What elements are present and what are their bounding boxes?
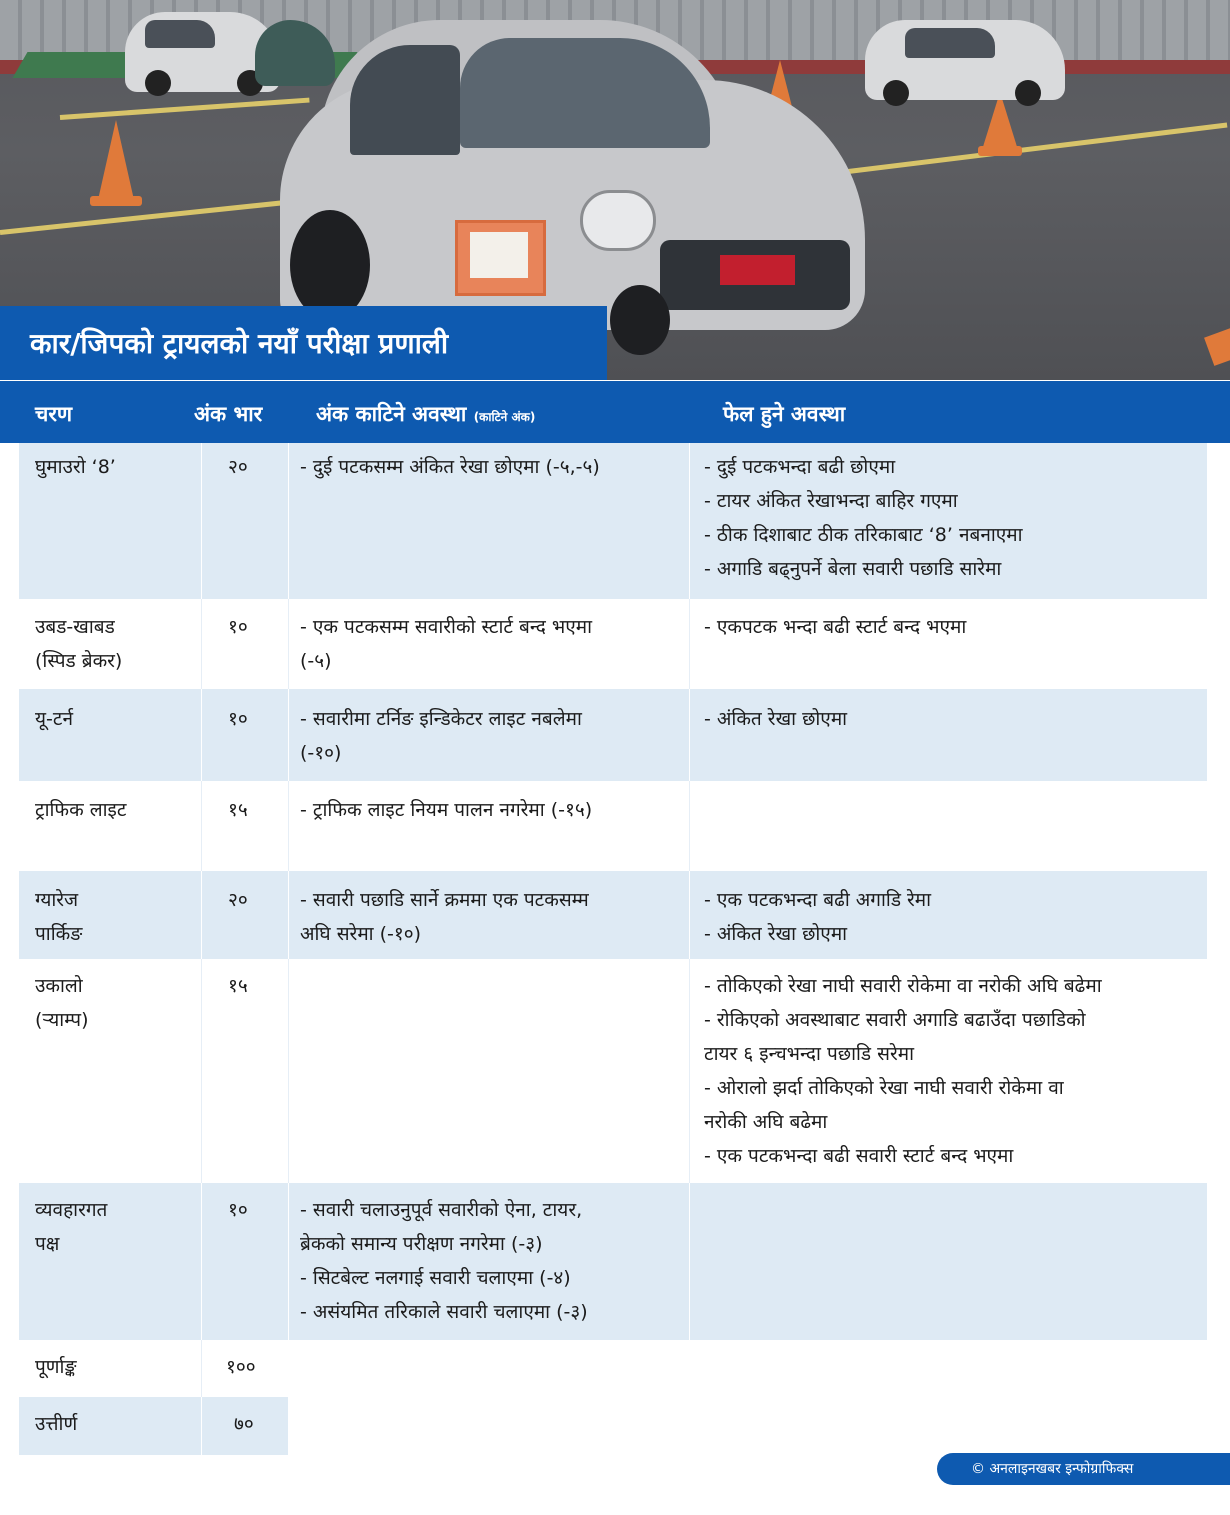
header-deduction-note: (काटिने अंक)	[473, 410, 536, 424]
road-line	[840, 122, 1228, 174]
cell-line: - सवारी पछाडि सार्ने क्रममा एक पटकसम्म	[300, 889, 589, 911]
header-marks: अंक भार	[194, 402, 263, 426]
cell-line: पार्किङ	[35, 923, 83, 945]
road-line	[60, 98, 310, 120]
deduction-cell	[300, 883, 589, 951]
credit-badge: © अनलाइनखबर इन्फोग्राफिक्स	[937, 1453, 1230, 1485]
stage-cell	[35, 1193, 107, 1261]
cell-line: (-१०)	[300, 742, 342, 764]
cell-line: - ट्राफिक लाइट नियम पालन नगरेमा (-१५)	[300, 799, 593, 821]
traffic-cone-base	[90, 196, 142, 206]
column-divider	[288, 599, 289, 689]
cell-line: - एक पटकसम्म सवारीको स्टार्ट बन्द भएमा	[300, 616, 592, 638]
traffic-cone-base	[978, 146, 1022, 156]
header-deduction-label: अंक काटिने अवस्था	[316, 402, 467, 426]
cell-line: - टायर अंकित रेखाभन्दा बाहिर गएमा	[704, 490, 958, 512]
summary-label: उत्तीर्ण	[35, 1413, 78, 1435]
column-divider	[201, 1340, 202, 1397]
stage-cell	[35, 450, 116, 484]
headlamp	[580, 190, 656, 251]
table-row	[19, 443, 1207, 599]
marks-cell: १०	[228, 1199, 248, 1221]
cell-line: - तोकिएको रेखा नाघी सवारी रोकेमा वा नरोकी अघि बढेमा	[704, 975, 1102, 997]
cell-line: ब्रेकको समान्य परीक्षण नगरेमा (-३)	[300, 1233, 543, 1255]
table-row	[19, 871, 1207, 959]
cell-line: ग्यारेज	[35, 889, 79, 911]
column-divider	[201, 871, 202, 959]
marks-cell: १५	[228, 975, 248, 997]
table-row	[19, 1183, 1207, 1340]
column-divider	[288, 1183, 289, 1340]
column-divider	[689, 959, 690, 1183]
header-deduction	[316, 400, 535, 428]
background-car	[865, 20, 1065, 100]
column-divider	[689, 443, 690, 599]
column-divider	[689, 1183, 690, 1340]
traffic-cone	[982, 92, 1018, 150]
column-divider	[288, 781, 289, 871]
column-divider	[689, 689, 690, 781]
column-divider	[201, 689, 202, 781]
stage-cell	[35, 610, 122, 678]
column-divider	[288, 443, 289, 599]
windshield	[460, 38, 710, 148]
wheel	[610, 285, 670, 355]
cell-line: (स्पिड ब्रेकर)	[35, 650, 123, 672]
fail-cell	[704, 702, 847, 736]
column-divider	[201, 959, 202, 1183]
table-row	[19, 781, 1207, 871]
stage-cell	[35, 793, 126, 827]
number-plate	[720, 255, 795, 285]
table-row	[19, 689, 1207, 781]
deduction-cell	[300, 1193, 588, 1329]
wheel	[290, 210, 370, 320]
cell-line: व्यवहारगत	[35, 1199, 108, 1221]
cell-line: - अगाडि बढ्नुपर्ने बेला सवारी पछाडि सारेमा	[704, 558, 1002, 580]
header-fail: फेल हुने अवस्था	[723, 402, 846, 426]
cell-line: - सवारीमा टर्निङ इन्डिकेटर लाइट नबलेमा	[300, 708, 582, 730]
cell-line: उबड-खाबड	[35, 616, 115, 638]
column-divider	[201, 1397, 202, 1455]
cell-line: - ठीक दिशाबाट ठीक तरिकाबाट ‘8’ नबनाएमा	[704, 524, 1023, 546]
cell-line: - अंकित रेखा छोएमा	[704, 708, 848, 730]
summary-value: १००	[226, 1356, 256, 1378]
cell-line: अघि सरेमा (-१०)	[300, 923, 422, 945]
deduction-cell	[300, 702, 582, 770]
column-divider	[201, 443, 202, 599]
cell-line: (र्‍याम्प)	[35, 1009, 89, 1031]
fail-cell	[704, 883, 931, 951]
fail-cell	[704, 969, 1102, 1173]
column-divider	[201, 599, 202, 689]
column-divider	[288, 871, 289, 959]
marks-cell: १०	[228, 616, 248, 638]
cell-line: (-५)	[300, 650, 332, 672]
summary-label: पूर्णाङ्क	[35, 1356, 77, 1378]
cell-line: - ओरालो झर्दा तोकिएको रेखा नाघी सवारी रोकेमा वा	[704, 1077, 1064, 1099]
cell-line: - दुई पटकसम्म अंकित रेखा छोएमा (-५,-५)	[300, 456, 600, 478]
cell-line: - एक पटकभन्दा बढी अगाडि रेमा	[704, 889, 932, 911]
marks-cell: २०	[228, 889, 248, 911]
fail-cell	[704, 610, 966, 644]
header-stage: चरण	[35, 402, 73, 426]
stage-cell	[35, 883, 82, 951]
column-divider	[689, 781, 690, 871]
deduction-cell	[300, 793, 592, 827]
column-divider	[689, 599, 690, 689]
marks-cell: २०	[228, 456, 248, 478]
column-divider	[288, 959, 289, 1183]
table-header	[0, 381, 1230, 443]
marks-cell: १५	[228, 799, 248, 821]
column-divider	[288, 689, 289, 781]
cell-line: - असंयमित तरिकाले सवारी चलाएमा (-३)	[300, 1301, 588, 1323]
deduction-cell	[300, 450, 600, 484]
deduction-cell	[300, 610, 592, 678]
cell-line: - एक पटकभन्दा बढी सवारी स्टार्ट बन्द भएमा	[704, 1145, 1014, 1167]
cell-line: - दुई पटकभन्दा बढी छोएमा	[704, 456, 896, 478]
cell-line: उकालो	[35, 975, 83, 997]
traffic-cone	[98, 120, 134, 200]
cell-line: नरोकी अघि बढेमा	[704, 1111, 828, 1133]
marks-cell: १०	[228, 708, 248, 730]
cell-line: यू-टर्न	[35, 708, 73, 730]
cell-line: टायर ६ इन्चभन्दा पछाडि सरेमा	[704, 1043, 915, 1065]
cell-line: - सवारी चलाउनुपूर्व सवारीको ऐना, टायर,	[300, 1199, 583, 1221]
cell-line: - अंकित रेखा छोएमा	[704, 923, 848, 945]
table-row	[19, 599, 1207, 689]
column-divider	[201, 781, 202, 871]
fail-cell	[704, 450, 1023, 586]
column-divider	[689, 871, 690, 959]
cell-line: - रोकिएको अवस्थाबाट सवारी अगाडि बढाउँदा पछाडिको	[704, 1009, 1086, 1031]
stage-cell	[35, 702, 73, 736]
cell-line: पक्ष	[35, 1233, 60, 1255]
stage-cell	[35, 969, 89, 1037]
cell-line: घुमाउरो ‘8’	[35, 456, 116, 478]
cell-line: - सिटबेल्ट नलगाई सवारी चलाएमा (-४)	[300, 1267, 571, 1289]
page-title: कार/जिपको ट्रायलको नयाँ परीक्षा प्रणाली	[30, 327, 449, 360]
traffic-cone	[1204, 324, 1230, 366]
cell-line: ट्राफिक लाइट	[35, 799, 127, 821]
column-divider	[201, 1183, 202, 1340]
summary-value: ७०	[234, 1413, 254, 1435]
cell-line: - एकपटक भन्दा बढी स्टार्ट बन्द भएमा	[704, 616, 967, 638]
